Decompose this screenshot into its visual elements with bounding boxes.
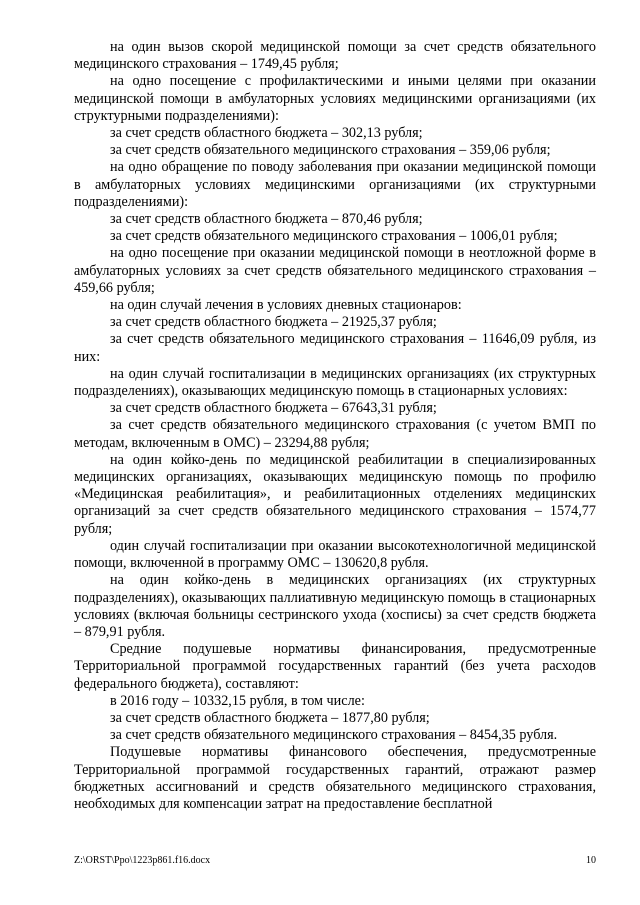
paragraph-day-hospital: на один случай лечения в условиях дневных стационаров: <box>110 297 462 314</box>
paragraph-palliative-care: на один койко-день в медицинских организациях (их структурных подразделениях), оказывающих паллиативную медицинскую помощь в стационарных условиях (включая больницы сестринского ухода (хосписы) за счет средств бюджета – 879,91 рубля. <box>74 572 596 640</box>
paragraph-year-2016: в 2016 году – 10332,15 рубля, в том числе: <box>110 692 365 709</box>
paragraph-2016-regional-budget: за счет средств областного бюджета – 1877,80 рубля; <box>110 709 430 726</box>
paragraph-hospitalization: на один случай госпитализации в медицинских организациях (их структурных подразделениях), оказывающих медицинскую помощь в стационарных условиях: <box>74 365 596 400</box>
document-body <box>74 39 596 813</box>
paragraph-appeal-oms: за счет средств обязательного медицинского страхования – 1006,01 рубля; <box>110 228 558 245</box>
paragraph-day-hospital-oms: за счет средств обязательного медицинского страхования – 11646,09 рубля, из них: <box>74 331 596 365</box>
footer-page-number: 10 <box>586 855 596 866</box>
paragraph-urgent-visit: на одно посещение при оказании медицинской помощи в неотложной форме в амбулаторных условиях за счет средств обязательного медицинского страхования – 459,66 рубля; <box>74 245 596 296</box>
paragraph-day-hospital-regional-budget: за счет средств областного бюджета – 21925,37 рубля; <box>110 314 437 331</box>
paragraph-visit-oms: за счет средств обязательного медицинского страхования – 359,06 рубля; <box>110 142 551 159</box>
paragraph-visit-regional-budget: за счет средств областного бюджета – 302,13 рубля; <box>110 125 423 142</box>
paragraph-rehabilitation: на один койко-день по медицинской реабилитации в специализированных медицинских организациях, оказывающих медицинскую помощь по профилю «Медицинская реабилитация», и реабилитационных отделениях медицинских организаций за счет средств обязательного медицинского страхования – 1574,77 рубля; <box>74 451 596 537</box>
paragraph-ambulance: на один вызов скорой медицинской помощи за счет средств обязательного медицинского страхования – 1749,45 рубля; <box>74 39 596 73</box>
paragraph-hospitalization-oms: за счет средств обязательного медицинского страхования (с учетом ВМП по методам, включенным в ОМС) – 23294,88 рубля; <box>74 417 596 451</box>
paragraph-disease-appeal: на одно обращение по поводу заболевания при оказании медицинской помощи в амбулаторных условиях медицинскими организациями (их структурными подразделениями): <box>74 159 596 210</box>
paragraph-appeal-regional-budget: за счет средств областного бюджета – 870,46 рубля; <box>110 211 423 228</box>
paragraph-preventive-visit: на одно посещение с профилактическими и иными целями при оказании медицинской помощи в амбулаторных условиях медицинскими организациями (их структурными подразделениями): <box>74 73 596 124</box>
paragraph-financial-norms: Подушевые нормативы финансового обеспечения, предусмотренные Территориальной программой государственных гарантий, отражают размер бюджетных ассигнований и средств обязательного медицинского страхования, необходимых для компенсации затрат на предоставление бесплатной <box>74 744 596 812</box>
footer-file-path: Z:\ORST\Ppo\1223p861.f16.docx <box>74 855 211 866</box>
paragraph-hospitalization-regional-budget: за счет средств областного бюджета – 67643,31 рубля; <box>110 400 437 417</box>
paragraph-high-tech-care: один случай госпитализации при оказании высокотехнологичной медицинской помощи, включенной в программу ОМС – 130620,8 рубля. <box>74 537 596 572</box>
paragraph-per-capita-norms: Средние подушевые нормативы финансирования, предусмотренные Территориальной программой государственных гарантий (без учета расходов федерального бюджета), составляют: <box>74 641 596 692</box>
paragraph-2016-oms: за счет средств обязательного медицинского страхования – 8454,35 рубля. <box>110 727 558 744</box>
page-footer <box>74 855 596 867</box>
